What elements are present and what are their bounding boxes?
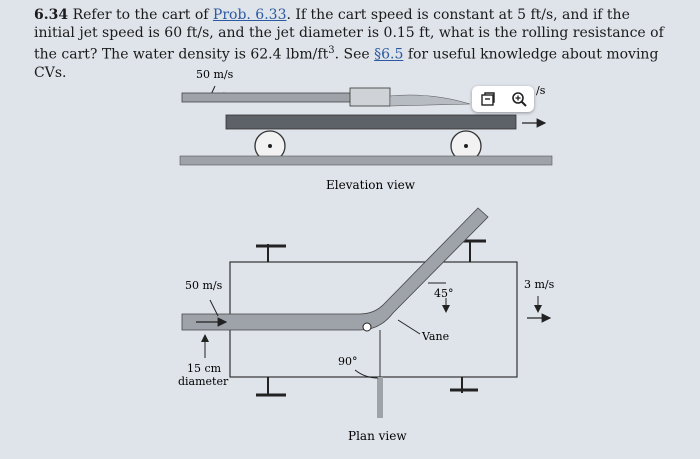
problem-text-1: Refer to the cart of [72, 7, 209, 23]
elevation-water-jet [390, 95, 470, 106]
elevation-cart-speed-label: /s [536, 84, 546, 97]
zoom-image-button[interactable] [508, 88, 530, 110]
plan-caption: Plan view [348, 429, 407, 443]
problem-text-4: for useful knowledge about moving CVs. [34, 46, 659, 81]
plan-vane-leader [398, 320, 420, 334]
problem-text-3: . See [334, 46, 370, 63]
save-image-button[interactable] [477, 88, 499, 110]
plan-vane-label: Vane [422, 330, 450, 343]
plan-angle-45: 45° [434, 287, 454, 300]
plan-diameter-label-2: diameter [178, 375, 229, 388]
elevation-cart-body [226, 115, 516, 129]
problem-text-2: . If the cart speed is constant at 5 ft/s, and if the initial jet speed is 60 ft/s, and the jet diameter is 0.15 ft, what is the rolling resistance of the cart? The water density is 62.4 lbm/ft [34, 7, 664, 63]
elevation-ground [180, 156, 552, 165]
image-toolbar [472, 86, 534, 112]
plan-jet-speed-label: 50 m/s [185, 279, 223, 292]
plan-angle-90: 90° [338, 355, 358, 368]
prob-6-33-link[interactable]: Prob. 6.33 [212, 7, 287, 23]
plan-water-jet [182, 208, 488, 330]
elevation-vane-block [350, 88, 390, 106]
plan-view [178, 208, 555, 443]
elevation-wheel-right-hub [464, 144, 468, 148]
problem-number: 6.34 [34, 7, 69, 23]
plan-pivot [363, 323, 371, 331]
exponent: 3 [328, 45, 335, 56]
zoom-icon [511, 91, 527, 107]
elevation-wheel-left-hub [268, 144, 272, 148]
plan-diameter-label-1: 15 cm [187, 362, 222, 375]
plan-cart-speed-label: 3 m/s [524, 278, 555, 291]
save-icon [480, 91, 496, 107]
elevation-caption: Elevation view [326, 178, 416, 192]
section-6-5-link[interactable]: §6.5 [374, 46, 404, 63]
elevation-jet-speed-label: 50 m/s [196, 68, 234, 81]
